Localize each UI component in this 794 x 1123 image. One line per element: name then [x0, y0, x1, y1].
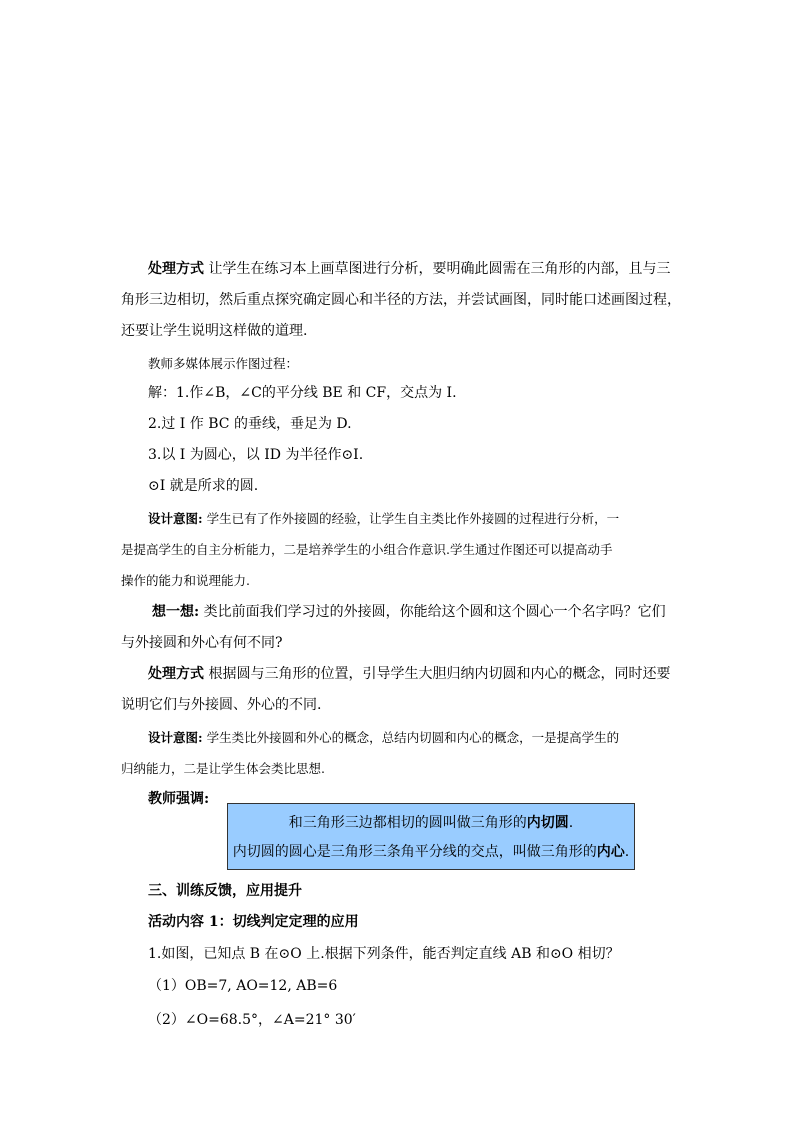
design-intent-2-line-1: 设计意图: 学生类比外接圆和外心的概念，总结内切圆和内心的概念，一是提高学生的	[148, 730, 620, 745]
question-1-condition-1: （1）OB=7, AO=12, AB=6	[148, 978, 338, 994]
question-1: 1.如图，已知点 B 在⊙O 上.根据下列条件，能否判定直线 AB 和⊙O 相切？	[148, 946, 620, 962]
process-paragraph-2-line-1: 处理方式 根据圆与三角形的位置，引导学生大胆归纳内切圆和内心的概念，同时还要	[148, 666, 671, 682]
media-title: 教师多媒体展示作图过程：	[148, 356, 299, 371]
think-line-1: 想一想: 类比前面我们学习过的外接圆，你能给这个圆和这个圆心一个名字吗？它们	[152, 604, 666, 620]
step-4: ⊙I 就是所求的圆.	[148, 478, 259, 494]
teacher-emphasis-label: 教师强调:	[148, 791, 210, 807]
design-intent-label-2: 设计意图:	[148, 730, 203, 745]
think-label: 想一想:	[152, 604, 200, 620]
activity-heading: 活动内容 1：切线判定定理的应用	[148, 914, 359, 930]
think-line-2: 与外接圆和外心有何不同?	[121, 635, 283, 651]
step-1: 解：1.作∠B，∠C的平分线 BE 和 CF，交点为 I.	[148, 385, 457, 401]
question-1-condition-2: （2）∠O=68.5°，∠A=21° 30′	[148, 1012, 356, 1028]
incircle-definition: 和三角形三边都相切的圆叫做三角形的内切圆.	[288, 815, 574, 831]
process-paragraph-1-line-1: 处理方式 让学生在练习本上画草图进行分析，要明确此圆需在三角形的内部，且与三	[148, 261, 671, 277]
section-heading: 三、训练反馈，应用提升	[148, 883, 302, 899]
process-paragraph-1-line-3: 还要让学生说明这样做的道理.	[121, 323, 308, 339]
incenter-definition: 内切圆的圆心是三角形三条角平分线的交点，叫做三角形的内心.	[232, 844, 630, 860]
design-intent-1-line-3: 操作的能力和说理能力.	[121, 573, 250, 588]
design-intent-1-line-1: 设计意图: 学生已有了作外接圆的经验，让学生自主类比作外接圆的过程进行分析，一	[148, 511, 620, 526]
definition-box	[227, 803, 635, 870]
design-intent-1-line-2: 是提高学生的自主分析能力，二是培养学生的小组合作意识.学生通过作图还可以提高动手	[121, 542, 613, 557]
process-label: 处理方式	[148, 261, 204, 277]
process-label-2: 处理方式	[148, 666, 204, 682]
incircle-term: 内切圆	[526, 815, 569, 831]
design-intent-2-line-2: 归纳能力，二是让学生体会类比思想.	[121, 761, 325, 776]
step-2: 2.过 I 作 BC 的垂线，垂足为 D.	[148, 416, 352, 432]
process-paragraph-2-line-2: 说明它们与外接圆、外心的不同.	[121, 697, 322, 713]
step-3: 3.以 I 为圆心，以 ID 为半径作⊙I.	[148, 447, 364, 463]
incenter-term: 内心	[596, 844, 625, 860]
process-paragraph-1-line-2: 角形三边相切，然后重点探究确定圆心和半径的方法，并尝试画图，同时能口述画图过程，	[121, 292, 681, 308]
design-intent-label: 设计意图:	[148, 511, 203, 526]
